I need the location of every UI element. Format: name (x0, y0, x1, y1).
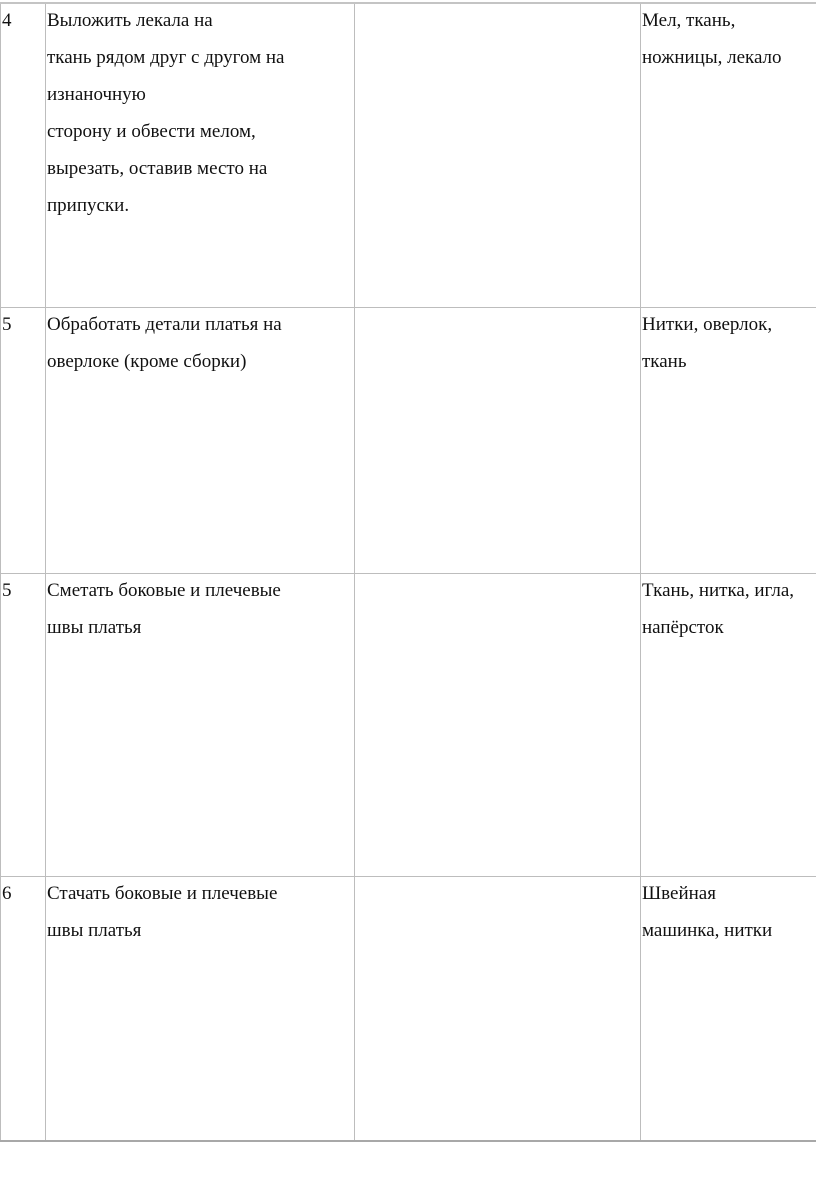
step-description-line: оверлоке (кроме сборки) (47, 350, 247, 372)
step-description-cell (46, 307, 355, 573)
table-row (1, 876, 816, 1141)
step-number-cell (1, 3, 46, 307)
step-description-cell (46, 573, 355, 876)
step-number-cell (1, 876, 46, 1141)
table-row (1, 3, 816, 307)
step-number-cell (1, 573, 46, 876)
tools-line: ткань (642, 350, 687, 372)
tools-line: ножницы, лекало (642, 47, 782, 68)
step-description-line: швы платья (47, 919, 142, 941)
step-description-line: Стачать боковые и плечевые (47, 882, 278, 904)
step-description-line: ткань рядом друг с другом на (47, 47, 285, 68)
tools-line: Нитки, оверлок, (642, 313, 773, 335)
tools-line: Швейная (642, 882, 716, 904)
tools-list (641, 3, 816, 76)
empty-cell (355, 876, 641, 1141)
table-row (1, 573, 816, 876)
tools-line: Мел, ткань, (642, 10, 736, 31)
step-description-line: Обработать детали платья на (47, 313, 282, 335)
step-number: 5 (2, 579, 12, 601)
step-description-cell (46, 3, 355, 307)
tools-line: Ткань, нитка, игла, (642, 579, 795, 601)
step-description-line: вырезать, оставив место на (47, 158, 268, 179)
step-number: 5 (2, 313, 12, 335)
tools-list (641, 307, 816, 380)
empty-cell (355, 573, 641, 876)
step-description (46, 876, 354, 949)
step-description-cell (46, 876, 355, 1141)
step-description-line: припуски. (47, 195, 130, 216)
step-description (46, 307, 354, 380)
step-number: 4 (2, 10, 12, 31)
step-description-line: Сметать боковые и плечевые (47, 579, 281, 601)
step-number: 6 (2, 882, 12, 904)
tools-cell (641, 573, 816, 876)
tools-line: машинка, нитки (642, 919, 773, 941)
step-description (46, 573, 354, 646)
step-description-line: швы платья (47, 616, 142, 638)
tools-list (641, 573, 816, 646)
tools-list (641, 876, 816, 949)
tools-cell (641, 3, 816, 307)
empty-cell (355, 3, 641, 307)
tools-line: напёрсток (642, 616, 724, 638)
step-description-line: Выложить лекала на (47, 10, 213, 31)
step-number-cell (1, 307, 46, 573)
step-description (46, 3, 354, 224)
empty-cell (355, 307, 641, 573)
table-row (1, 307, 816, 573)
tools-cell (641, 307, 816, 573)
step-description-line: изнаночную (47, 84, 146, 105)
tools-cell (641, 876, 816, 1141)
process-table (0, 2, 816, 1142)
step-description-line: сторону и обвести мелом, (47, 121, 256, 142)
